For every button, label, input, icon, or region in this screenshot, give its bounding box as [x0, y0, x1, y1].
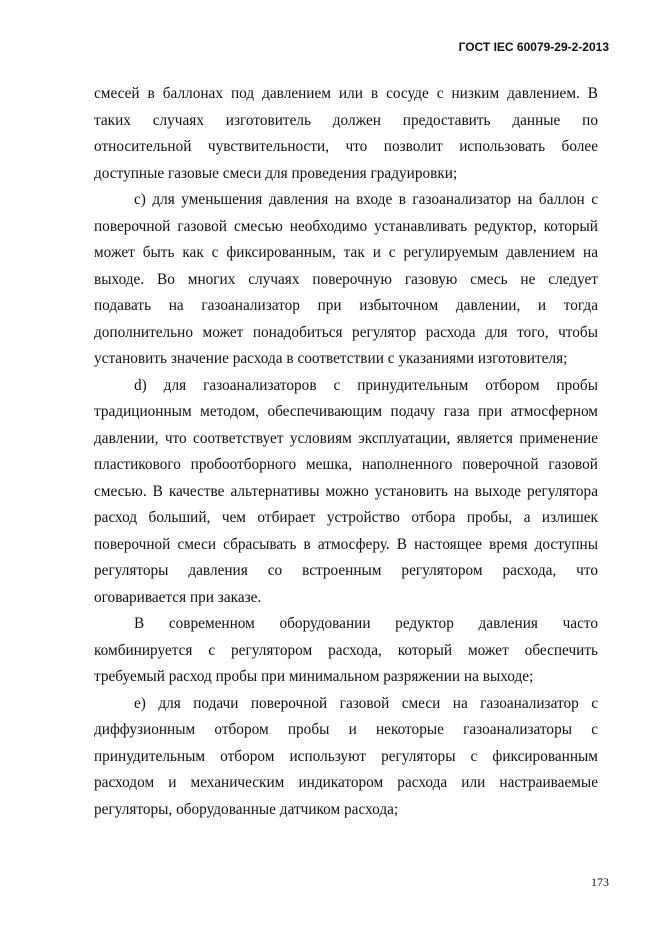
text-line: поверочной смеси сбрасывать в атмосферу. В настоящее время доступны [94, 535, 598, 553]
text-line: таких случаях изготовитель должен предоставить данные по [94, 111, 598, 129]
text-line: дополнительно может понадобиться регулятор расхода для того, чтобы [94, 323, 598, 341]
text-line: доступные газовые смеси для проведения градуировки; [94, 164, 458, 182]
text-line: относительной чувствительности, что позволит использовать более [94, 138, 598, 155]
text-line: регуляторы, оборудованные датчиком расхода; [94, 800, 399, 818]
text-line: принудительным отбором используют регуляторы с фиксированным [94, 747, 598, 765]
text-line: пластикового пробоотборного мешка, наполненного поверочной газовой [94, 456, 598, 473]
text-line: комбинируется с регулятором расхода, который может обеспечить [94, 641, 598, 659]
text-line: е) для подачи поверочной газовой смеси на газоанализатор с [134, 694, 598, 712]
document-header: ГОСТ IEC 60079-29-2-2013 [458, 40, 609, 54]
text-line: традиционным методом, обеспечивающим подачу газа при атмосферном [94, 403, 598, 420]
text-line: выходе. Во многих случаях поверочную газовую смесь не следует [94, 270, 598, 288]
text-line: В современном оборудовании редуктор давления часто [134, 615, 598, 632]
text-line: давлении, что соответствует условиям эксплуатации, является применение [94, 429, 598, 447]
text-line: поверочной газовой смесью необходимо устанавливать редуктор, который [94, 217, 598, 235]
text-line: регуляторы давления со встроенным регулятором расхода, что [94, 562, 598, 579]
page-number: 173 [591, 875, 609, 889]
text-line: подавать на газоанализатор при избыточном давлении, и тогда [94, 297, 598, 314]
text-line: может быть как с фиксированным, так и с регулируемым давлением на [94, 244, 598, 261]
text-line: установить значение расхода в соответствии с указаниями изготовителя; [94, 350, 568, 367]
body-text [94, 81, 598, 823]
text-line: оговаривается при заказе. [94, 588, 262, 606]
text-line: d) для газоанализаторов с принудительным отбором пробы [134, 376, 598, 394]
text-line: смесей в баллонах под давлением или в сосуде с низким давлением. В [94, 85, 598, 102]
text-line: смесью. В качестве альтернативы можно установить на выходе регулятора [94, 482, 598, 500]
text-line: расходом и механическим индикатором расхода или настраиваемые [94, 774, 598, 791]
text-line: требуемый расход пробы при минимальном разряжении на выходе; [94, 668, 534, 685]
text-line: диффузионным отбором пробы и некоторые газоанализаторы с [94, 721, 598, 738]
text-line: расход больший, чем отбирает устройство отбора пробы, а излишек [94, 509, 598, 526]
text-line: с) для уменьшения давления на входе в газоанализатор на баллон с [134, 191, 598, 208]
